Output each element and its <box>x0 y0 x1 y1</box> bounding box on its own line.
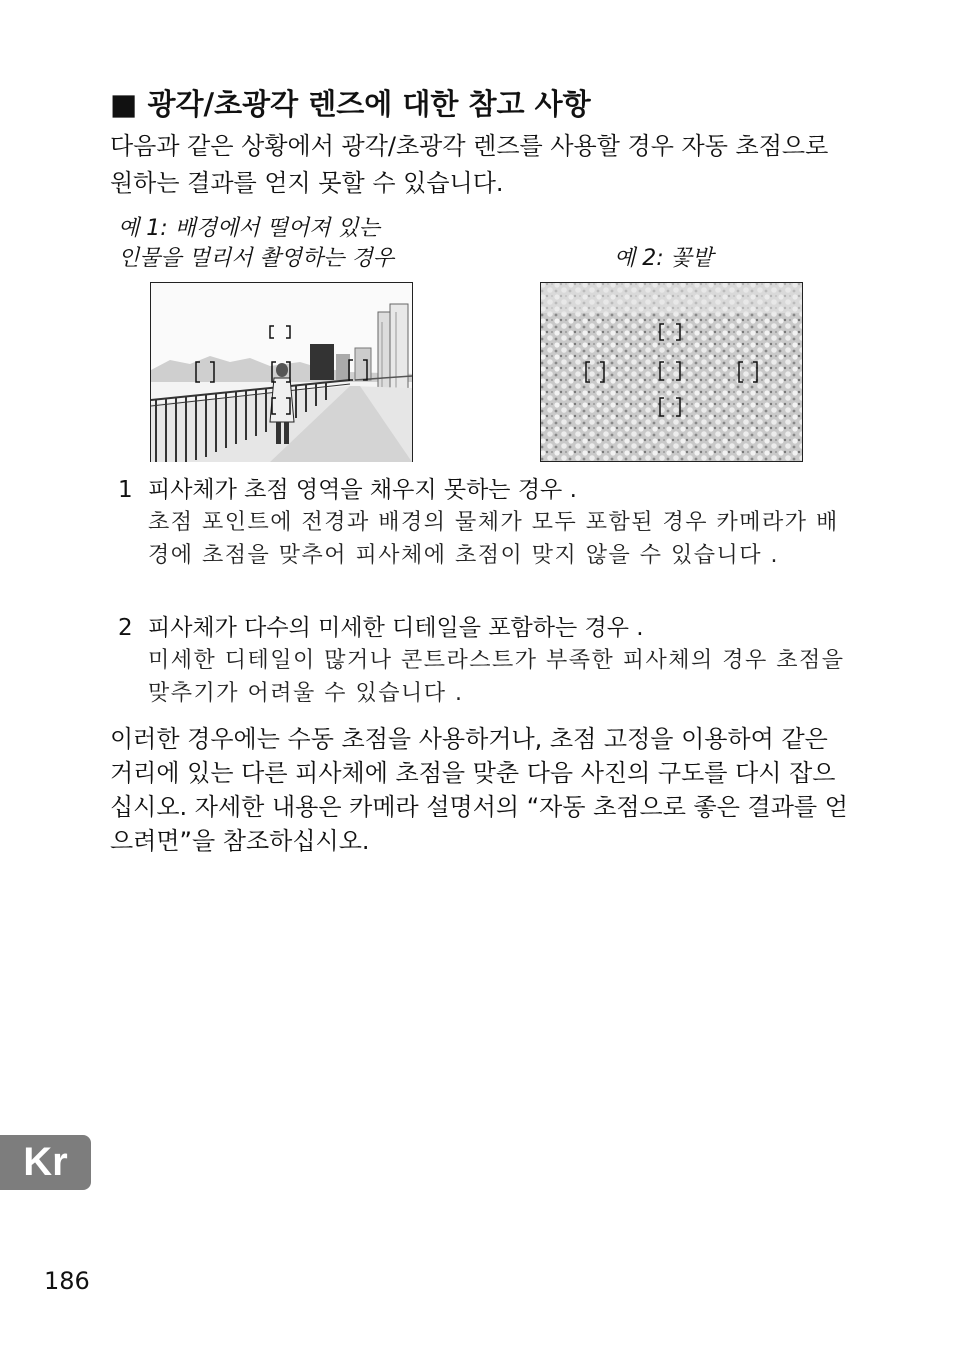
item-number: 1 <box>118 477 133 503</box>
example-1-caption-line2: 인물을 멀리서 촬영하는 경우 <box>118 246 395 271</box>
item-title: 피사체가 다수의 미세한 디테일을 포함하는 경우 . <box>148 615 644 641</box>
example-2-photo <box>540 282 803 462</box>
example-1-caption <box>118 214 394 274</box>
item-number: 2 <box>118 615 133 641</box>
intro-paragraph: 다음과 같은 상황에서 광각/초광각 렌즈를 사용할 경우 자동 초점으로 원하는 결과를 얻지 못할 수 있습니다. <box>110 132 829 197</box>
item-body: 미세한 디테일이 많거나 콘트라스트가 부족한 피사체의 경우 초점을 맞추기가 어려울 수 있습니다 . <box>148 648 845 706</box>
list-item <box>118 474 848 572</box>
language-tab: Kr <box>0 1135 91 1190</box>
item-title: 피사체가 초점 영역을 채우지 못하는 경우 . <box>148 477 577 503</box>
item-body: 초점 포인트에 전경과 배경의 물체가 모두 포함된 경우 카메라가 배경에 초점을 맞추어 피사체에 초점이 맞지 않을 수 있습니다 . <box>148 510 839 568</box>
closing-paragraph: 이러한 경우에는 수동 초점을 사용하거나, 초점 고정을 이용하여 같은 거리에 있는 다른 피사체에 초점을 맞춘 다음 사진의 구도를 다시 잡으십시오. 자세한 내용은 카메라 설명서의 “자동 초점으로 좋은 결과를 얻으려면”을 참조하십시오. <box>110 725 848 855</box>
example-1-caption-line1: 예 1: 배경에서 떨어져 있는 <box>118 216 380 241</box>
list-item <box>118 612 848 710</box>
section-title: ■ 광각/초광각 렌즈에 대한 참고 사항 <box>110 87 591 121</box>
example-1-photo <box>150 282 413 462</box>
example-2-caption: 예 2: 꽃밭 <box>614 246 714 271</box>
page-number: 186 <box>44 1267 90 1295</box>
